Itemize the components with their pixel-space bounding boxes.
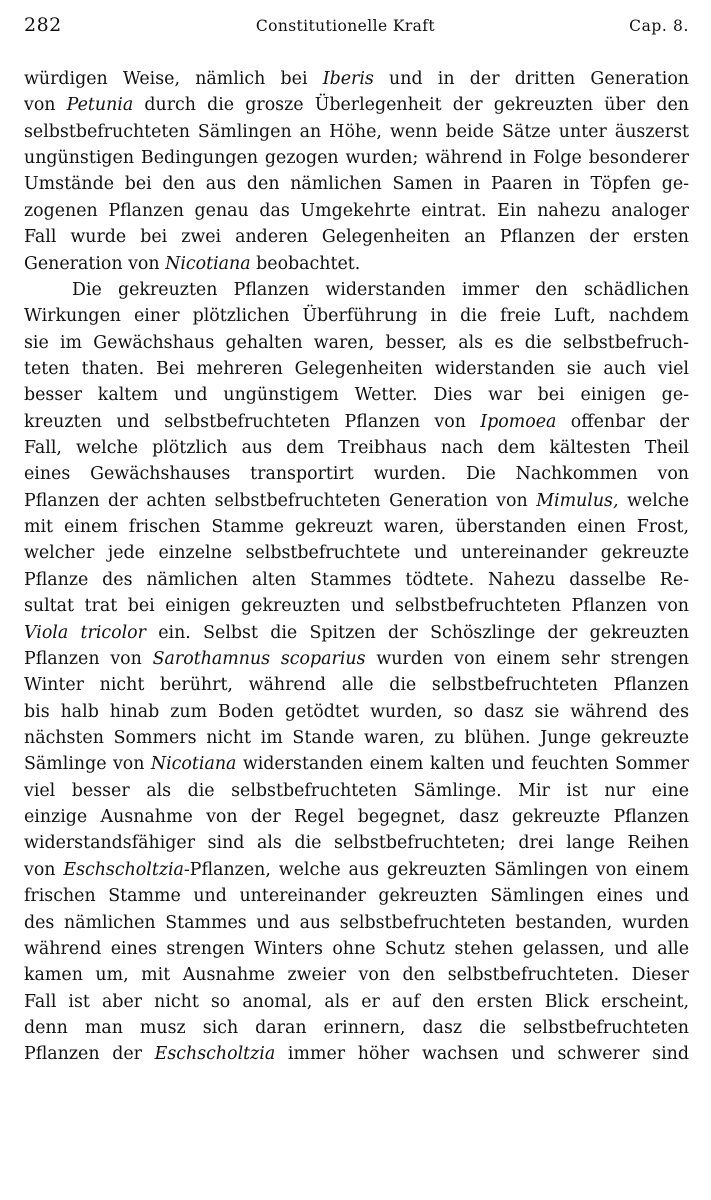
- text-segment: Generation von: [24, 253, 166, 274]
- text-segment: durch die grosze Überlegenheit der gekreuzten über den: [133, 95, 689, 116]
- text-line: [24, 751, 689, 777]
- text-line: [24, 567, 689, 593]
- text-segment: offenbar der: [556, 411, 689, 432]
- text-line: [24, 145, 689, 171]
- text-segment: sie im Gewächshaus gehalten waren, besser, als es die selbstbefruch-: [24, 332, 689, 353]
- text-line: [24, 989, 689, 1015]
- text-line: [24, 251, 689, 277]
- text-segment: bis halb hinab zum Boden getödtet wurden, so dasz sie während des: [24, 701, 689, 722]
- italic-term: Nicotiana: [165, 253, 251, 274]
- text-line: [24, 224, 689, 250]
- text-segment: welcher jede einzelne selbstbefruchtete und untereinander gekreuzte: [24, 543, 689, 564]
- text-line: [24, 830, 689, 856]
- text-segment: von: [24, 95, 67, 116]
- page-number: 282: [24, 14, 62, 36]
- text-segment: und in der dritten Generation: [373, 69, 689, 89]
- text-line: [24, 910, 689, 936]
- italic-term: Nicotiana: [150, 754, 237, 775]
- body-text: [24, 66, 689, 1068]
- text-segment: Pflanzen der: [24, 1044, 155, 1065]
- text-segment: widerstanden einem kalten und feuchten Sommer: [236, 754, 689, 775]
- text-line: [24, 1041, 689, 1067]
- text-segment: Fall ist aber nicht so anomal, als er auf den ersten Blick erscheint,: [24, 991, 689, 1012]
- text-line: [24, 883, 689, 909]
- text-line: [24, 330, 689, 356]
- text-segment: zogenen Pflanzen genau das Umgekehrte eintrat. Ein nahezu analoger: [24, 200, 689, 221]
- text-segment: Sämlinge von: [24, 754, 151, 775]
- italic-term: Eschscholtzia: [63, 859, 184, 880]
- text-segment: -Pflanzen, welche aus gekreuzten Sämlingen von einem: [183, 859, 689, 880]
- running-title: Constitutionelle Kraft: [255, 17, 436, 35]
- text-line: [24, 1015, 689, 1041]
- italic-term: Ipomoea: [480, 411, 557, 432]
- text-line: [24, 198, 689, 224]
- italic-term: Petunia: [66, 95, 134, 116]
- text-line: [24, 620, 689, 646]
- text-segment: beobachtet.: [250, 253, 361, 274]
- text-line: [24, 962, 689, 988]
- text-line: [24, 356, 689, 382]
- text-line: [24, 488, 689, 514]
- text-segment: frischen Stamme und untereinander gekreuzten Sämlingen eines und: [24, 886, 689, 907]
- text-line: [24, 461, 689, 487]
- text-segment: Die gekreuzten Pflanzen widerstanden immer den schädlichen: [72, 279, 689, 300]
- text-segment: einzige Ausnahme von der Regel begegnet, dasz gekreuzte Pflanzen: [24, 807, 689, 828]
- book-page: [24, 14, 689, 1186]
- text-segment: mit einem frischen Stamme gekreuzt waren, überstanden einen Frost,: [24, 517, 689, 538]
- text-segment: sultat trat bei einigen gekreuzten und selbstbefruchteten Pflanzen von: [24, 596, 689, 617]
- text-line: [24, 382, 689, 408]
- text-segment: kreuzten und selbstbefruchteten Pflanzen von: [24, 411, 481, 432]
- text-line: [24, 699, 689, 725]
- text-segment: Winter nicht berührt, während alle die selbstbefruchteten Pflanzen: [24, 675, 689, 696]
- text-segment: würdigen Weise, nämlich bei: [24, 69, 323, 89]
- text-line: [24, 435, 689, 461]
- text-segment: selbstbefruchteten Sämlingen an Höhe, wenn beide Sätze unter äuszerst: [24, 121, 689, 142]
- text-segment: Umstände bei den aus den nämlichen Samen in Paaren in Töpfen ge-: [24, 174, 689, 195]
- text-segment: viel besser als die selbstbefruchteten Sämlinge. Mir ist nur eine: [24, 780, 689, 801]
- text-line: [24, 725, 689, 751]
- chapter-label: Cap. 8.: [629, 17, 689, 35]
- text-segment: während eines strengen Winters ohne Schutz stehen gelassen, und alle: [24, 938, 689, 959]
- text-line: [24, 778, 689, 804]
- text-line: [24, 804, 689, 830]
- text-line: [24, 66, 689, 92]
- italic-term: Mimulus,: [536, 490, 619, 511]
- text-segment: kamen um, mit Ausnahme zweier von den selbstbefruchteten. Dieser: [24, 965, 689, 986]
- text-segment: teten thaten. Bei mehreren Gelegenheiten widerstanden sie auch viel: [24, 358, 689, 379]
- text-line: [24, 540, 689, 566]
- text-segment: widerstandsfähiger sind als die selbstbefruchteten; drei lange Reihen: [24, 833, 689, 854]
- text-line: [24, 936, 689, 962]
- text-segment: Pflanzen von: [24, 648, 153, 669]
- text-segment: Wirkungen einer plötzlichen Überführung in die freie Luft, nachdem: [24, 306, 689, 327]
- italic-term: Eschscholtzia: [154, 1044, 276, 1065]
- text-segment: immer höher wachsen und schwerer sind: [275, 1044, 689, 1065]
- text-line: [24, 277, 689, 303]
- text-line: [24, 646, 689, 672]
- text-segment: eines Gewächshauses transportirt wurden. Die Nachkommen von: [24, 464, 689, 485]
- text-line: [24, 119, 689, 145]
- text-segment: welche: [618, 490, 689, 511]
- text-line: [24, 857, 689, 883]
- text-segment: wurden von einem sehr strengen: [365, 648, 689, 669]
- text-line: [24, 303, 689, 329]
- italic-term: Iberis: [322, 69, 374, 89]
- text-segment: Pflanzen der achten selbstbefruchteten Generation von: [24, 490, 537, 511]
- text-segment: Fall wurde bei zwei anderen Gelegenheiten an Pflanzen der ersten: [24, 227, 689, 248]
- text-segment: ungünstigen Bedingungen gezogen wurden; während in Folge besonderer: [24, 148, 689, 169]
- text-segment: von: [24, 859, 64, 880]
- text-line: [24, 593, 689, 619]
- text-line: [24, 672, 689, 698]
- text-line: [24, 92, 689, 118]
- text-line: [24, 171, 689, 197]
- running-head: [24, 14, 689, 44]
- text-line: [24, 514, 689, 540]
- text-segment: besser kaltem und ungünstigem Wetter. Dies war bei einigen ge-: [24, 385, 689, 406]
- text-segment: ein. Selbst die Spitzen der Schöszlinge der gekreuzten: [145, 622, 689, 643]
- italic-term: Sarothamnus scoparius: [152, 648, 366, 669]
- text-segment: des nämlichen Stammes und aus selbstbefruchteten bestanden, wurden: [24, 912, 689, 933]
- text-line: [24, 409, 689, 435]
- text-segment: denn man musz sich daran erinnern, dasz die selbstbefruchteten: [24, 1017, 689, 1038]
- text-segment: nächsten Sommers nicht im Stande waren, zu blühen. Junge gekreuzte: [24, 727, 689, 748]
- text-segment: Pflanze des nämlichen alten Stammes tödtete. Nahezu dasselbe Re-: [24, 569, 689, 590]
- text-segment: Fall, welche plötzlich aus dem Treibhaus nach dem kältesten Theil: [24, 438, 689, 459]
- italic-term: Viola tricolor: [24, 622, 146, 643]
